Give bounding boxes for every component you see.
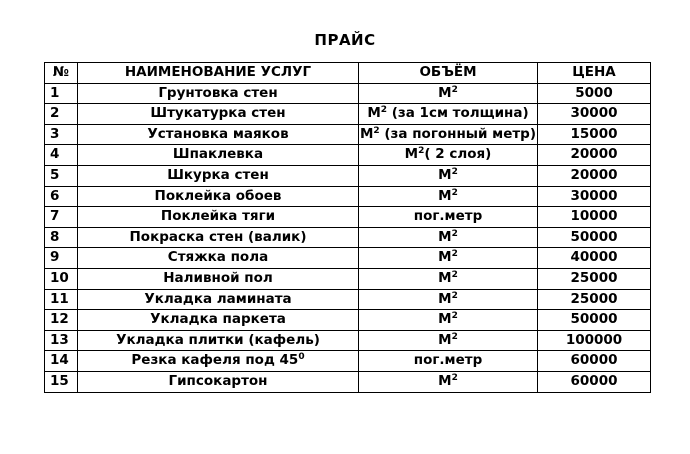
volume-unit-text: М — [438, 228, 452, 245]
row-number: 5 — [45, 165, 78, 186]
row-number: 14 — [45, 351, 78, 372]
price-value: 20000 — [538, 145, 651, 166]
service-name — [78, 371, 359, 392]
table-row — [45, 330, 651, 351]
service-name-text: Стяжка пола — [167, 249, 269, 266]
service-name-text: Поклейка тяги — [160, 208, 276, 225]
service-name-text: Гипсокартон — [168, 372, 268, 389]
service-name-text: Штукатурка стен — [150, 105, 286, 122]
unit-superscript: 2 — [451, 187, 458, 198]
service-name — [78, 289, 359, 310]
row-number: 8 — [45, 227, 78, 248]
service-name-text: Установка маяков — [147, 125, 289, 142]
table-row — [45, 227, 651, 248]
volume-unit — [359, 371, 538, 392]
service-name — [78, 227, 359, 248]
price-value: 40000 — [538, 248, 651, 269]
unit-superscript: 2 — [451, 331, 458, 342]
volume-unit-text: М — [438, 84, 452, 101]
row-number: 2 — [45, 104, 78, 125]
service-name-text: Наливной пол — [163, 269, 273, 286]
price-value: 30000 — [538, 186, 651, 207]
service-name — [78, 330, 359, 351]
unit-superscript: 2 — [451, 269, 458, 280]
service-name-text: Укладка ламината — [144, 290, 292, 307]
service-name-text: Шпаклевка — [172, 146, 264, 163]
volume-unit-text: М — [438, 249, 452, 266]
volume-note: (за погонный метр) — [379, 125, 537, 142]
volume-unit-text: М — [438, 269, 452, 286]
service-name-text: Покраска стен (валик) — [129, 228, 307, 245]
price-value: 50000 — [538, 227, 651, 248]
volume-unit — [359, 165, 538, 186]
price-value: 60000 — [538, 371, 651, 392]
price-value: 30000 — [538, 104, 651, 125]
volume-unit — [359, 186, 538, 207]
unit-superscript: 2 — [451, 249, 458, 260]
table-row — [45, 104, 651, 125]
service-name — [78, 145, 359, 166]
table-row — [45, 165, 651, 186]
service-name — [78, 186, 359, 207]
unit-superscript: 2 — [451, 228, 458, 239]
unit-superscript: 2 — [380, 105, 388, 116]
volume-unit — [359, 248, 538, 269]
service-name — [78, 268, 359, 289]
table-row — [45, 248, 651, 269]
volume-unit-text: М — [359, 125, 374, 142]
service-name-text: Укладка паркета — [150, 311, 286, 328]
volume-unit — [359, 145, 538, 166]
volume-unit-text: М — [438, 167, 452, 184]
unit-superscript: 2 — [418, 146, 425, 157]
service-name-text: Шкурка стен — [167, 167, 269, 184]
volume-unit-text: М — [438, 290, 452, 307]
volume-unit-text: М — [438, 331, 452, 348]
volume-unit — [359, 310, 538, 331]
price-value: 60000 — [538, 351, 651, 372]
volume-unit-text: М — [438, 372, 452, 389]
row-number: 15 — [45, 371, 78, 392]
unit-superscript: 2 — [451, 84, 458, 95]
header-num: № — [45, 63, 78, 84]
row-number: 9 — [45, 248, 78, 269]
volume-unit — [359, 207, 538, 228]
service-name — [78, 207, 359, 228]
volume-unit — [359, 227, 538, 248]
price-value: 20000 — [538, 165, 651, 186]
table-row — [45, 289, 651, 310]
table-row — [45, 124, 651, 145]
volume-unit-text: М — [367, 105, 381, 122]
price-table — [44, 62, 651, 393]
row-number: 1 — [45, 83, 78, 104]
table-row — [45, 268, 651, 289]
service-name-text: Резка кафеля под 45 — [131, 352, 299, 369]
unit-superscript: 2 — [451, 311, 458, 322]
unit-superscript: 2 — [451, 372, 458, 383]
row-number: 11 — [45, 289, 78, 310]
table-row — [45, 207, 651, 228]
header-price: ЦЕНА — [538, 63, 651, 84]
price-value: 25000 — [538, 268, 651, 289]
row-number: 12 — [45, 310, 78, 331]
price-value: 100000 — [538, 330, 651, 351]
row-number: 3 — [45, 124, 78, 145]
price-value: 5000 — [538, 83, 651, 104]
header-volume: ОБЪЁМ — [359, 63, 538, 84]
price-value: 15000 — [538, 124, 651, 145]
service-name — [78, 248, 359, 269]
volume-note: (за 1см толщина) — [387, 105, 529, 122]
service-name — [78, 165, 359, 186]
header-name: НАИМЕНОВАНИЕ УСЛУГ — [78, 63, 359, 84]
table-row — [45, 145, 651, 166]
table-row — [45, 371, 651, 392]
degree-superscript: 0 — [298, 352, 305, 363]
volume-unit-text: М — [438, 187, 452, 204]
row-number: 6 — [45, 186, 78, 207]
unit-superscript: 2 — [451, 167, 458, 178]
volume-unit-text: пог.метр — [413, 208, 483, 225]
service-name — [78, 351, 359, 372]
service-name — [78, 124, 359, 145]
volume-unit — [359, 104, 538, 125]
volume-unit — [359, 83, 538, 104]
service-name — [78, 310, 359, 331]
row-number: 10 — [45, 268, 78, 289]
unit-superscript: 2 — [373, 125, 380, 136]
volume-unit — [359, 124, 538, 145]
table-row — [45, 310, 651, 331]
table-header-row — [45, 63, 651, 84]
volume-unit — [359, 268, 538, 289]
table-row — [45, 83, 651, 104]
service-name — [78, 83, 359, 104]
volume-unit — [359, 330, 538, 351]
table-row — [45, 351, 651, 372]
price-value: 25000 — [538, 289, 651, 310]
page-title: ПРАЙС — [314, 31, 376, 49]
volume-note: ( 2 слоя) — [424, 146, 492, 163]
unit-superscript: 2 — [451, 290, 458, 301]
row-number: 4 — [45, 145, 78, 166]
service-name-text: Грунтовка стен — [158, 84, 278, 101]
price-value: 10000 — [538, 207, 651, 228]
volume-unit — [359, 351, 538, 372]
row-number: 13 — [45, 330, 78, 351]
service-name-text: Укладка плитки (кафель) — [116, 331, 320, 348]
volume-unit-text: пог.метр — [413, 352, 483, 369]
service-name-text: Поклейка обоев — [154, 187, 282, 204]
service-name — [78, 104, 359, 125]
price-value: 50000 — [538, 310, 651, 331]
volume-unit-text: М — [404, 146, 419, 163]
volume-unit-text: М — [438, 311, 452, 328]
table-row — [45, 186, 651, 207]
row-number: 7 — [45, 207, 78, 228]
volume-unit — [359, 289, 538, 310]
